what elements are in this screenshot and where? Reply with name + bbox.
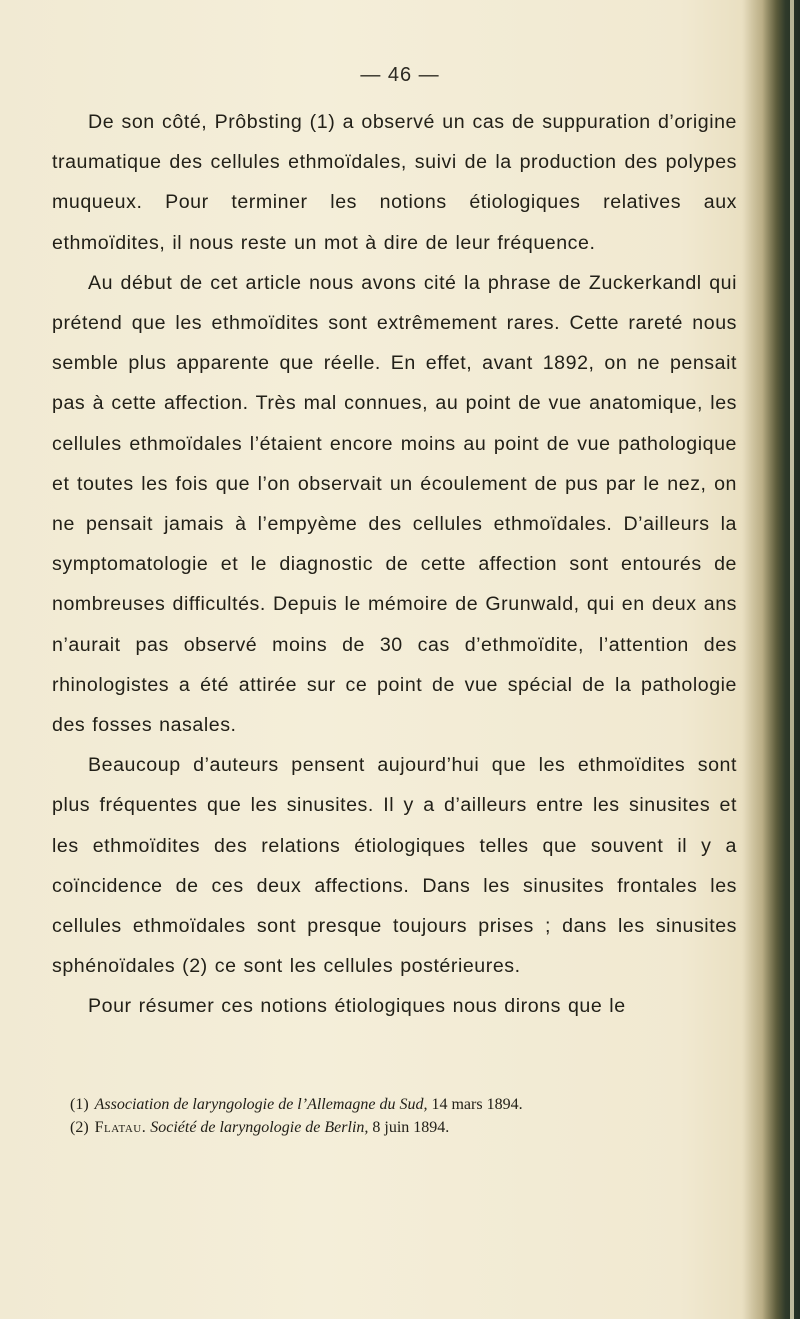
paragraph-3: Beaucoup d’auteurs pensent aujourd’hui que les ethmoïdites sont plus fréquentes que les sinusites. Il y a d’ailleurs entre les sinusites et les ethmoïdites des relations étiologiques telles que souvent il y a coïncidence de ces deux affections. Dans les sinusites frontales les cellules ethmoïdales sont presque toujours prises ; dans les sinusites sphénoïdales (2) ce sont les cellules postérieures. [52,754,737,978]
footnote-number: (1) [70,1096,89,1113]
page-edge [790,0,794,1319]
footnote-number: (2) [70,1119,89,1136]
footnote-title: Association de laryngologie de l’Allemagne du Sud, [94,1096,428,1113]
footnote-date: 8 juin 1894. [368,1119,450,1136]
footnotes [70,1093,750,1139]
page-number: — 46 — [360,64,440,86]
footnote-title: Société de laryngologie de Berlin, [146,1119,369,1136]
footnote-date: 14 mars 1894. [427,1096,523,1113]
paragraph-2: Au début de cet article nous avons cité la phrase de Zuckerkandl qui prétend que les ethmoïdites sont extrêmement rares. Cette rareté nous semble plus apparente que réelle. En effet, avant 1892, on ne pensait pas à cette affection. Très mal connues, au point de vue anatomique, les cellules ethmoïdales l’étaient encore moins au point de vue pathologique et toutes les fois que l’on observait un écoulement de pus par le nez, on ne pensait jamais à l’empyème des cellules ethmoïdales. D’ailleurs la symptomatologie et le diagnostic de cette affection sont entourés de nombreuses difficultés. Depuis le mémoire de Grunwald, qui en deux ans n’aurait pas observé moins de 30 cas d’ethmoïdite, l’attention des rhinologistes a été attirée sur ce point de vue spécial de la pathologie des fosses nasales. [52,271,737,737]
footnote-2 [70,1116,750,1139]
footnote-1 [70,1093,750,1116]
body-text [52,102,737,1027]
footnote-author: Flatau. [94,1119,147,1136]
paragraph-4: Pour résumer ces notions étiologiques nous dirons que le [88,995,626,1018]
paragraph-1: De son côté, Prôbsting (1) a observé un cas de suppuration d’origine traumatique des cellules ethmoïdales, suivi de la production des polypes muqueux. Pour terminer les notions étiologiques relatives aux ethmoïdites, il nous reste un mot à dire de leur fréquence. [52,111,737,254]
